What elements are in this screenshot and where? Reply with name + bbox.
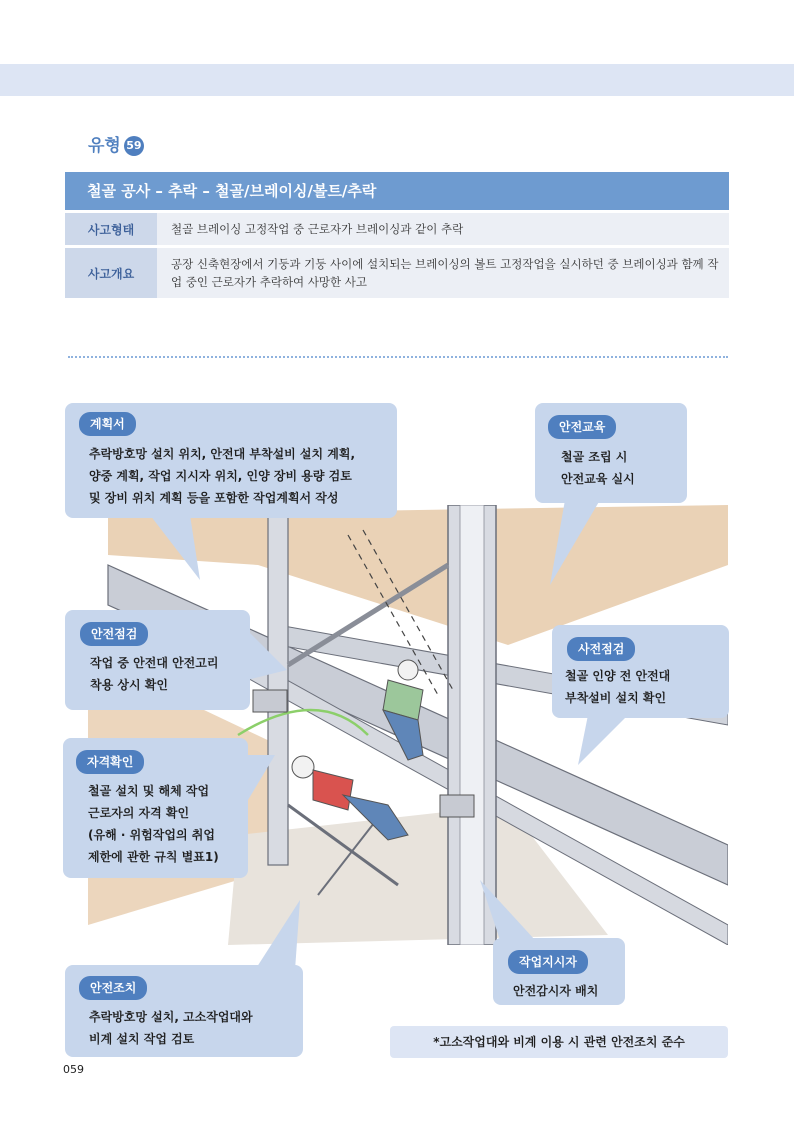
callout-safety-check-text: [90, 652, 218, 696]
info-row-accident-summary: [65, 248, 729, 298]
callout-supervisor-text: [513, 980, 598, 1002]
callout-supervisor-pointer: [480, 880, 540, 940]
type-number-badge: 59: [124, 136, 144, 156]
callout-line: 철골 설치 및 해체 작업: [88, 784, 210, 798]
callout-line: 및 장비 위치 계획 등을 포함한 작업계획서 작성: [89, 491, 339, 505]
top-band: [0, 64, 794, 96]
callout-education-tag: 안전교육: [548, 415, 616, 439]
callout-education-text: [561, 446, 635, 490]
callout-line: 제한에 관한 규칙 별표1): [88, 850, 219, 864]
callout-line: 작업 중 안전대 안전고리: [90, 656, 219, 670]
callout-safety-check-pointer: [247, 630, 292, 690]
callout-measures-text: [89, 1006, 253, 1050]
info-row-text: 철골 브레이싱 고정작업 중 근로자가 브레이싱과 같이 추락: [171, 222, 464, 236]
callout-supervisor-tag: 작업지시자: [508, 950, 588, 974]
dotted-divider: [68, 356, 728, 358]
callout-pre-check-pointer: [578, 715, 638, 770]
callout-line: (유해 · 위험작업의 취업: [88, 828, 215, 842]
callout-qualification-tag: 자격확인: [76, 750, 144, 774]
callout-line: 안전교육 실시: [561, 472, 635, 486]
type-label-text: 유형: [88, 136, 121, 156]
callout-line: 안전감시자 배치: [513, 984, 599, 998]
info-row-accident-type: [65, 213, 729, 245]
callout-line: 추락방호망 설치, 고소작업대와: [89, 1010, 253, 1024]
callout-pre-check-tag: 사전점검: [567, 637, 635, 661]
callout-qualification-text: [88, 780, 219, 868]
callout-line: 부착설비 설치 확인: [565, 691, 667, 705]
callout-plan-text: [89, 443, 355, 509]
page-number: 059: [63, 1063, 84, 1076]
callout-line: 철골 인양 전 안전대: [565, 669, 671, 683]
callout-line: 양중 계획, 작업 지시자 위치, 인양 장비 용량 검토: [89, 469, 352, 483]
callout-safety-check-tag: 안전점검: [80, 622, 148, 646]
callout-plan-pointer: [150, 515, 210, 585]
page-title: 철골 공사 – 추락 – 철골/브레이싱/볼트/추락: [65, 172, 729, 210]
callout-line: 철골 조립 시: [561, 450, 628, 464]
callout-line: 추락방호망 설치 위치, 안전대 부착설비 설치 계획,: [89, 447, 356, 461]
callout-line: 비계 설치 작업 검토: [89, 1032, 195, 1046]
callout-qualification-pointer: [245, 755, 285, 815]
callout-pre-check-text: [565, 665, 670, 709]
callout-education-pointer: [545, 500, 605, 590]
footnote: *고소작업대와 비계 이용 시 관련 안전조치 준수: [390, 1026, 728, 1058]
info-row-label: 사고형태: [65, 213, 157, 245]
callout-plan-tag: 계획서: [79, 412, 136, 436]
callout-line: 근로자의 자격 확인: [88, 806, 190, 820]
info-row-text: 공장 신축현장에서 기둥과 기둥 사이에 설치되는 브레이싱의 볼트 고정작업을 실시하던 중 브레이싱과 함께 작업 중인 근로자가 추락하여 사망한 사고: [171, 257, 719, 289]
type-label: [88, 131, 144, 156]
callout-line: 착용 상시 확인: [90, 678, 168, 692]
callout-measures-pointer: [255, 900, 305, 970]
info-row-label: 사고개요: [65, 248, 157, 298]
callout-measures-tag: 안전조치: [79, 976, 147, 1000]
